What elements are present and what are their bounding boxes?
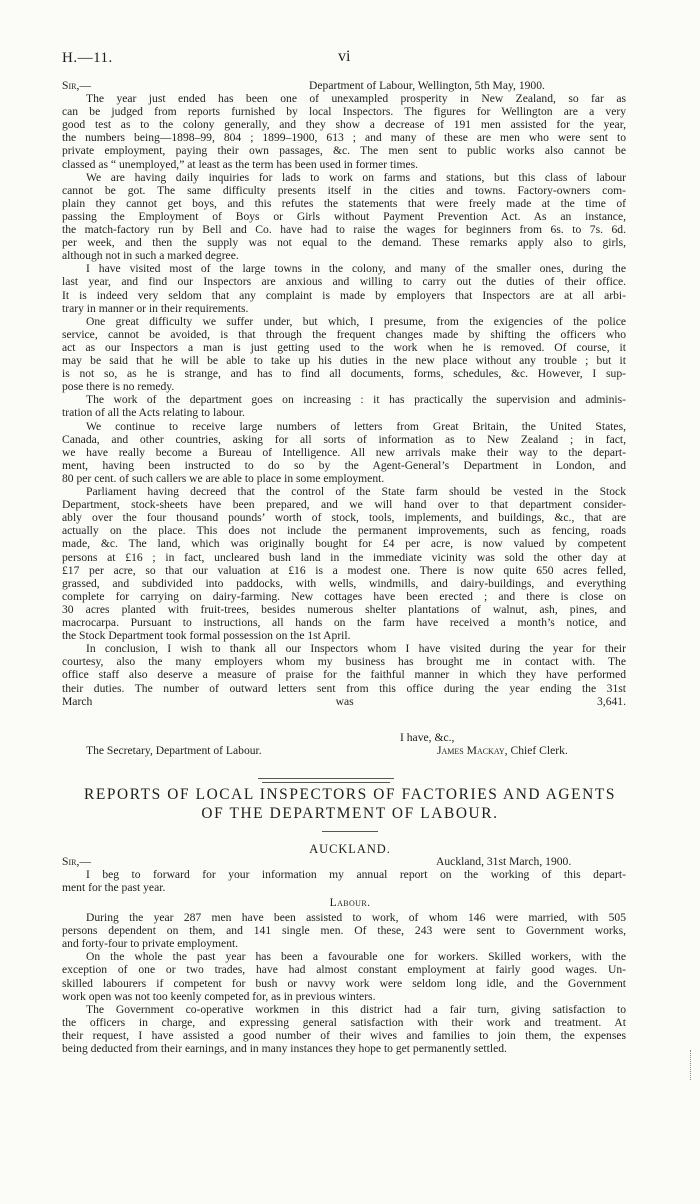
- letter-body-line: service, cannot be avoided, is that through the frequent changes made by shifting the officers who: [62, 327, 626, 341]
- report-code: H.—11.: [62, 50, 113, 66]
- letter-body-line: passing the Employment of Boys or Girls without Payment Prevention Act. As an instance,: [62, 209, 626, 223]
- letter-body-line: good test as to the colony generally, and they show a decrease of 191 men assisted for the year,: [62, 118, 626, 132]
- letter-body-line: We are having daily inquiries for lads to work on farms and stations, but this class of labour: [86, 170, 626, 184]
- letter-body-line: we have really become a Bureau of Intelligence. All new arrivals make their way to the depart-: [62, 445, 626, 459]
- report-body-line: the officers in charge, and expressing general satisfaction with their work and treatment. At: [62, 1015, 626, 1029]
- title-underline: [322, 831, 378, 832]
- letter-body-line: the numbers being—1898–99, 804 ; 1899–1900, 613 ; and many of these are men who were sent to: [62, 131, 626, 145]
- letter-body-line: March was 3,641.: [62, 694, 626, 708]
- letter-body-line: One great difficulty we suffer under, but which, I presume, from the exigencies of the police: [86, 314, 626, 328]
- reports-title-line-1: REPORTS OF LOCAL INSPECTORS OF FACTORIES AND AGENTS: [83, 786, 617, 803]
- letter-body-line: I have visited most of the large towns in the colony, and many of the smaller ones, during the: [86, 262, 626, 276]
- report-body-line: work open was not too keenly competed for, as in previous winters.: [62, 989, 376, 1003]
- letter-body-line: private employment, paying their own passages, &c. The men sent to public works also cannot be: [62, 144, 626, 158]
- letter-body-line: made, &c. The land, which was originally bought for £4 per acre, is now valued by competent: [62, 537, 626, 551]
- letter-body-line: act as our Inspectors a man is just getting used to the work when he is removed. Of course, it: [62, 340, 626, 354]
- letter-body-line: per week, and then the supply was not equal to the demand. These remarks apply also to girls,: [62, 236, 626, 250]
- letter-body-line: trary in manner or in their requirements.: [62, 301, 249, 315]
- letter-body-line: complete for carrying on dairy-farming. New cottages have been erected ; and there is close on: [62, 589, 626, 603]
- letter-dateline: Department of Labour, Wellington, 5th May, 1900.: [309, 79, 545, 92]
- letter-body-line: pose there is no remedy.: [62, 380, 175, 394]
- page-number: vi: [338, 48, 351, 65]
- letter-body-line: their duties. The number of outward letters sent from this office during the year ending the 31st: [62, 681, 626, 695]
- report-body-line: The Government co-operative workmen in this district had a fair turn, giving satisfaction to: [86, 1002, 626, 1016]
- letter-body-line: The year just ended has been one of unexampled prosperity in New Zealand, so far as: [86, 92, 626, 105]
- letter-body-line: the Stock Department took formal possession on the 1st April.: [62, 629, 351, 643]
- report-body-line: exception of one or two trades, have had almost constant employment at fairly good wages. Un-: [62, 963, 626, 977]
- letter-body-line: may be said that he will be able to take up his duties in the new place without any trouble ; but it: [62, 354, 626, 367]
- report-body-line: On the whole the past year has been a favourable one for workers. Skilled workers, with the: [86, 950, 626, 964]
- letter-body-line: is not so, as he is strange, and has to find all documents, forms, schedules, &c. However, I sup-: [62, 367, 626, 381]
- letter-body-line: can be judged from reports furnished by local Inspectors. The figures for Wellington are a very: [62, 105, 626, 119]
- report-body-line: and forty-four to private employment.: [62, 937, 239, 951]
- report-body-line: their request, I have assisted a good number of their wives and families to join them, the expenses: [62, 1028, 626, 1042]
- letter-addressee: The Secretary, Department of Labour.: [86, 744, 262, 757]
- letter-body-line: although not in such a marked degree.: [62, 249, 239, 263]
- letter-body-line: It is indeed very seldom that any complaint is made by employers that Inspectors are at all arbi-: [62, 288, 626, 302]
- letter-body-line: actually on the place. This does not include the permanent improvements, such as fencing, roads: [62, 524, 626, 538]
- letter-body-line: the match-factory run by Bell and Co. have had to raise the wages for beginners from 6s. to 7s. 6d.: [62, 223, 626, 236]
- letter-signature: [437, 745, 568, 758]
- letter-body-line: In conclusion, I wish to thank all our Inspectors whom I have visited during the year for their: [86, 642, 626, 656]
- report-dateline: Auckland, 31st March, 1900.: [436, 855, 572, 868]
- subheading-labour: Labour.: [329, 896, 371, 909]
- report-intro-line: ment for the past year.: [62, 881, 166, 894]
- letter-body-line: ment, having been instructed to do so by the Agent-General’s Department in London, and: [62, 458, 626, 472]
- letter-body-line: tration of all the Acts relating to labour.: [62, 406, 245, 420]
- letter-body-line: 30 acres planted with fruit-trees, besides numerous shelter plantations of walnut, ash, pines, and: [62, 602, 626, 616]
- report-body-line: persons dependent on them, and 141 single men. Of these, 243 were sent to Government works,: [62, 924, 626, 938]
- letter-body-line: 80 per cent. of such callers we are able to place in some employment.: [62, 471, 385, 485]
- page-edge-mark: [690, 1050, 695, 1080]
- section-divider: [258, 778, 394, 779]
- report-salutation: Sir,—: [62, 855, 91, 868]
- reports-title-line-2: OF THE DEPARTMENT OF LABOUR.: [201, 805, 499, 822]
- letter-salutation: Sir,—: [62, 79, 91, 92]
- letter-body-line: Canada, and other countries, asking for all sorts of information as to New Zealand ; in fact,: [62, 432, 626, 446]
- letter-body-line: cannot be got. The same difficulty presents itself in the cities and towns. Factory-owners com-: [62, 183, 626, 197]
- letter-body-line: We continue to receive large numbers of letters from Great Britain, the United States,: [86, 419, 626, 433]
- letter-body-line: The work of the department goes on increasing : it has practically the supervision and adminis-: [86, 393, 626, 407]
- letter-body-line: Parliament having decreed that the control of the State farm should be vested in the Stock: [86, 485, 626, 498]
- letter-body-line: plain they cannot get boys, and this refutes the statements that were freely made at the time of: [62, 196, 626, 210]
- letter-closing: I have, &c.,: [400, 731, 455, 744]
- letter-body-line: office staff also deserve a measure of praise for the faithful manner in which they have performed: [62, 668, 626, 682]
- letter-body-line: Department, stock-sheets have been prepared, and we will hand over to that department consider-: [62, 498, 626, 512]
- report-intro-line: I beg to forward for your information my annual report on the working of this depart-: [86, 868, 626, 881]
- signature-name: James Mackay: [437, 744, 505, 757]
- letter-body-line: grassed, and subdivided into paddocks, with wells, windmills, and dairy-buildings, and everything: [62, 576, 626, 590]
- letter-body-line: classed as “ unemployed,” at least as the term has been used in former times.: [62, 157, 419, 171]
- report-body-line: During the year 287 men have been assisted to work, of whom 146 were married, with 505: [86, 911, 626, 924]
- report-body-line: skilled labourers if competent for bush or navvy work were seldom long idle, and the Government: [62, 976, 626, 990]
- letter-body-line: £17 per acre, so that our valuation at £16 is a modest one. There is now quite 650 acres felled,: [62, 563, 626, 577]
- letter-body-line: courtesy, also the many employers whom my business has brought me in contact with. The: [62, 655, 626, 669]
- signature-title: , Chief Clerk.: [504, 744, 568, 757]
- report-body-line: being deducted from their earnings, and in many instances they hope to get permanently settled.: [62, 1042, 507, 1055]
- letter-body-line: macrocarpa. Pursuant to instructions, all hands on the farm have received a month’s notice, and: [62, 616, 626, 629]
- letter-body-line: ably over the four thousand pounds’ worth of stock, tools, implements, and buildings, &c., that are: [62, 511, 626, 525]
- letter-body-line: persons at £16 ; in fact, uncleared bush land in the immediate vicinity was sold the other day at: [62, 550, 626, 564]
- section-divider-inner: [262, 782, 390, 783]
- letter-body-line: last year, and find our Inspectors are anxious and willing to carry out the duties of their office.: [62, 275, 626, 289]
- section-heading-auckland: AUCKLAND.: [309, 842, 391, 856]
